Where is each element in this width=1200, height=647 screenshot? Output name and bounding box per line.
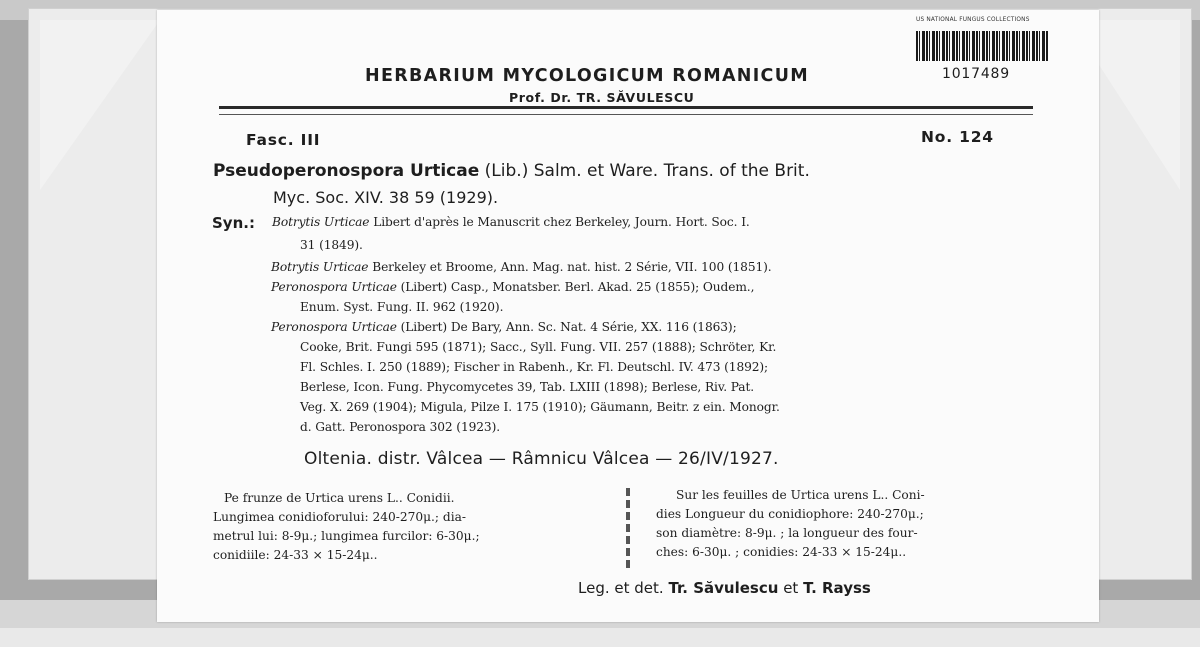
synonym-citation: Fl. Schles. I. 250 (1889); Fischer in Rabenh., Kr. Fl. Deutschl. IV. 473 (1892);	[300, 360, 769, 374]
synonym-taxon: Peronospora Urticae	[271, 320, 397, 334]
herbarium-label	[157, 10, 1099, 622]
column-divider	[626, 488, 630, 568]
species-citation-line2: Myc. Soc. XIV. 38 59 (1929).	[273, 188, 499, 207]
barcode-number: 1017489	[942, 66, 1010, 82]
barcode-image	[916, 31, 1049, 61]
species-authority: (Lib.) Salm. et Ware. Trans. of the Brit.	[484, 161, 810, 181]
description-romanian-line: Pe frunze de Urtica urens L.. Conidii.	[224, 491, 455, 505]
species-heading	[213, 161, 810, 181]
synonym-citation: (Libert) Casp., Monatsber. Berl. Akad. 25 (1855); Oudem.,	[396, 280, 755, 294]
synonym-line	[300, 420, 500, 434]
background-bottom-strip	[0, 628, 1200, 647]
legit-prefix: Leg. et det.	[578, 579, 664, 597]
description-french-line: son diamètre: 8-9μ. ; la longueur des four-	[656, 526, 918, 540]
synonym-citation: 31 (1849).	[300, 238, 363, 252]
legit-line	[578, 579, 871, 597]
barcode-caption: US NATIONAL FUNGUS COLLECTIONS	[916, 17, 1030, 23]
synonym-citation: Berlese, Icon. Fung. Phycomycetes 39, Tab. LXIII (1898); Berlese, Riv. Pat.	[300, 380, 755, 394]
synonym-line	[272, 215, 750, 229]
synonym-taxon: Botrytis Urticae	[271, 260, 369, 274]
herbarium-author: Prof. Dr. TR. SĂVULESCU	[509, 90, 695, 105]
synonym-line	[271, 260, 772, 274]
exsiccata-number: No. 124	[921, 128, 994, 146]
collector-2: T. Rayss	[803, 579, 871, 597]
synonym-taxon: Botrytis Urticae	[272, 215, 370, 229]
synonym-citation: d. Gatt. Peronospora 302 (1923).	[300, 420, 501, 434]
synonym-citation: Cooke, Brit. Fungi 595 (1871); Sacc., Syll. Fung. VII. 257 (1888); Schröter, Kr.	[300, 340, 777, 354]
description-french-line: dies Longueur du conidiophore: 240-270μ.;	[656, 507, 924, 521]
fascicle-label: Fasc. III	[246, 131, 321, 149]
legit-conjunction: et	[783, 579, 799, 597]
synonym-line	[300, 400, 780, 414]
synonym-line	[271, 280, 754, 294]
synonym-line	[300, 360, 768, 374]
synonym-line	[300, 380, 754, 394]
collection-locality: Oltenia. distr. Vâlcea — Râmnicu Vâlcea — 26/IV/1927.	[304, 449, 779, 469]
synonym-line	[300, 300, 503, 314]
header-rule-thick	[219, 106, 1033, 109]
synonym-line	[300, 340, 776, 354]
description-romanian-line: conidiile: 24-33 × 15-24μ..	[213, 548, 378, 562]
description-french-line: Sur les feuilles de Urtica urens L.. Coni-	[676, 488, 925, 502]
synonym-citation: Berkeley et Broome, Ann. Mag. nat. hist. 2 Série, VII. 100 (1851).	[368, 260, 772, 274]
header-rule-thin	[219, 114, 1033, 115]
description-romanian-line: Lungimea conidioforului: 240-270μ.; dia-	[213, 510, 466, 524]
description-french-line: ches: 6-30μ. ; conidies: 24-33 × 15-24μ..	[656, 545, 907, 559]
synonym-citation: Libert d'après le Manuscrit chez Berkeley, Journ. Hort. Soc. I.	[369, 215, 750, 229]
herbarium-title: HERBARIUM MYCOLOGICUM ROMANICUM	[365, 66, 809, 86]
synonym-line	[271, 320, 737, 334]
collector-1: Tr. Săvulescu	[668, 579, 779, 597]
synonym-taxon: Peronospora Urticae	[271, 280, 397, 294]
description-romanian-line: metrul lui: 8-9μ.; lungimea furcilor: 6-30μ.;	[213, 529, 480, 543]
synonym-citation: Enum. Syst. Fung. II. 962 (1920).	[300, 300, 504, 314]
synonym-citation: Veg. X. 269 (1904); Migula, Pilze I. 175 (1910); Gäumann, Beitr. z ein. Monogr.	[300, 400, 780, 414]
synonym-citation: (Libert) De Bary, Ann. Sc. Nat. 4 Série, XX. 116 (1863);	[396, 320, 737, 334]
synonym-line	[300, 238, 363, 252]
synonyms-label: Syn.:	[212, 214, 255, 232]
species-name: Pseudoperonospora Urticae	[213, 161, 480, 181]
envelope-flap-left	[40, 20, 160, 190]
